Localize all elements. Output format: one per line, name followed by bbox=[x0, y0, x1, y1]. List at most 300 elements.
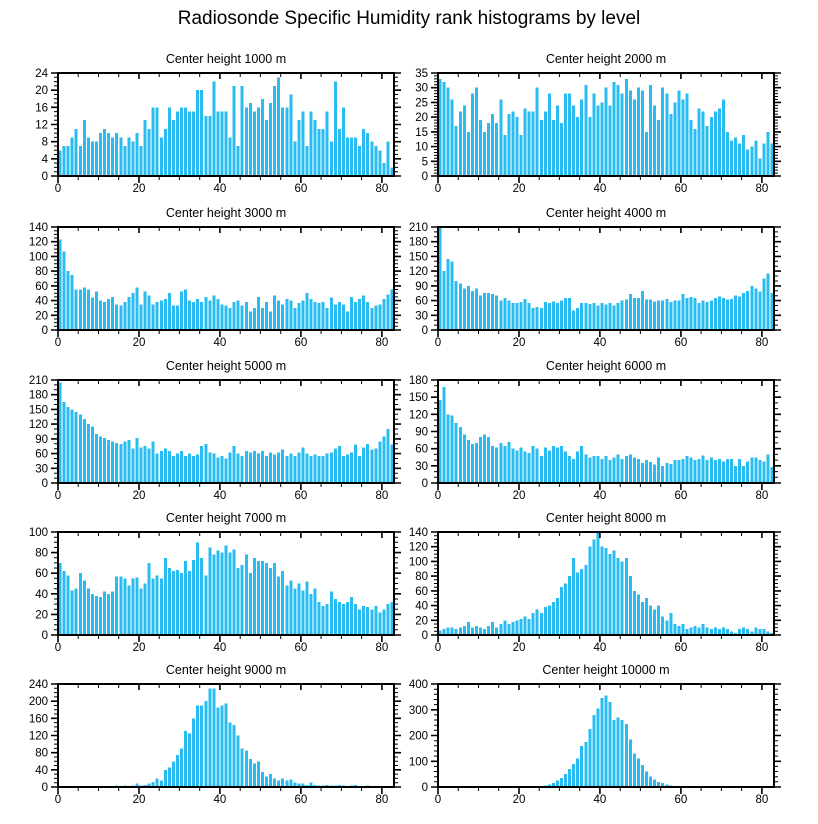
bar bbox=[613, 457, 616, 483]
x-tick-label: 20 bbox=[132, 794, 146, 806]
bar bbox=[629, 91, 632, 176]
x-tick-label: 80 bbox=[755, 794, 769, 806]
bar bbox=[111, 137, 114, 176]
y-tick-label: 120 bbox=[28, 730, 48, 743]
y-tick-label: 0 bbox=[41, 171, 48, 183]
y-tick-label: 60 bbox=[35, 568, 48, 581]
bar bbox=[698, 628, 701, 635]
bar bbox=[613, 550, 616, 635]
x-tick-label: 60 bbox=[294, 642, 308, 654]
bar bbox=[216, 112, 219, 176]
bar bbox=[621, 561, 624, 635]
bar bbox=[540, 613, 543, 635]
bar bbox=[471, 628, 474, 635]
bar bbox=[245, 302, 248, 330]
bar bbox=[289, 301, 292, 330]
bar bbox=[600, 102, 603, 176]
y-tick-label: 180 bbox=[28, 389, 48, 402]
bar bbox=[322, 606, 325, 635]
bar bbox=[249, 312, 252, 330]
bar bbox=[714, 628, 717, 635]
bar bbox=[265, 456, 268, 483]
bar bbox=[63, 146, 66, 176]
bar bbox=[447, 88, 450, 176]
bar bbox=[140, 304, 143, 330]
bar bbox=[515, 450, 518, 483]
bar bbox=[366, 302, 369, 330]
bar bbox=[649, 777, 652, 787]
bar bbox=[568, 576, 571, 635]
bar bbox=[617, 85, 620, 176]
bar bbox=[79, 414, 82, 483]
bar bbox=[83, 120, 86, 176]
histogram-center-height-8000-m bbox=[388, 508, 788, 655]
bar bbox=[762, 461, 765, 483]
bar bbox=[99, 301, 102, 330]
bar bbox=[734, 138, 737, 176]
bar bbox=[75, 290, 78, 330]
bar bbox=[536, 609, 539, 635]
bar bbox=[677, 626, 680, 635]
bar bbox=[738, 297, 741, 330]
bar bbox=[249, 573, 252, 635]
bar bbox=[334, 82, 337, 176]
bar bbox=[334, 449, 337, 483]
bar bbox=[669, 464, 672, 483]
y-tick-label: 0 bbox=[421, 782, 428, 794]
x-tick-label: 40 bbox=[213, 794, 227, 806]
bar bbox=[366, 444, 369, 483]
bar bbox=[677, 460, 680, 483]
bar bbox=[342, 456, 345, 483]
y-tick-label: 20 bbox=[35, 310, 48, 323]
subplot-title: Center height 7000 m bbox=[165, 511, 287, 525]
bar bbox=[532, 308, 535, 330]
bar bbox=[596, 532, 599, 635]
bar bbox=[233, 86, 236, 176]
bar bbox=[548, 450, 551, 483]
bar bbox=[475, 88, 478, 176]
bar bbox=[91, 298, 94, 330]
bar bbox=[471, 444, 474, 483]
histogram-center-height-5000-m bbox=[8, 356, 408, 503]
bar bbox=[633, 457, 636, 483]
bar bbox=[698, 459, 701, 483]
bar bbox=[702, 301, 705, 330]
bar bbox=[722, 99, 725, 176]
bar bbox=[507, 114, 510, 176]
y-tick-label: 210 bbox=[408, 222, 428, 234]
bar bbox=[609, 303, 612, 330]
bar bbox=[269, 453, 272, 483]
bar bbox=[694, 298, 697, 330]
bar bbox=[164, 558, 167, 635]
bar bbox=[637, 298, 640, 330]
x-tick-label: 40 bbox=[593, 642, 607, 654]
bar bbox=[503, 446, 506, 483]
bar bbox=[451, 99, 454, 176]
bar bbox=[475, 626, 478, 635]
bar bbox=[520, 448, 523, 483]
y-tick-label: 5 bbox=[421, 156, 428, 169]
x-tick-label: 80 bbox=[375, 490, 389, 502]
bar bbox=[91, 142, 94, 176]
bar bbox=[241, 565, 244, 635]
bar bbox=[588, 117, 591, 176]
bar bbox=[479, 120, 482, 176]
x-tick-label: 40 bbox=[213, 642, 227, 654]
bar bbox=[370, 142, 373, 176]
bar bbox=[536, 307, 539, 330]
bar bbox=[103, 302, 106, 330]
bar bbox=[714, 298, 717, 330]
bar bbox=[310, 299, 313, 330]
bar bbox=[281, 450, 284, 483]
bar bbox=[111, 297, 114, 330]
bar bbox=[746, 150, 749, 176]
bar bbox=[443, 82, 446, 176]
bar bbox=[273, 455, 276, 483]
y-tick-label: 12 bbox=[35, 119, 48, 132]
bar bbox=[269, 774, 272, 787]
bar bbox=[67, 271, 70, 330]
bar bbox=[645, 132, 648, 176]
bar bbox=[111, 592, 114, 635]
bar bbox=[495, 123, 498, 176]
y-tick-label: 140 bbox=[28, 222, 48, 234]
bar bbox=[690, 457, 693, 483]
bar bbox=[726, 459, 729, 483]
bar bbox=[200, 90, 203, 176]
bar bbox=[257, 297, 260, 330]
bar bbox=[592, 715, 595, 787]
bar bbox=[135, 287, 138, 330]
y-tick-label: 30 bbox=[415, 82, 428, 95]
bar bbox=[229, 453, 232, 483]
bar bbox=[314, 455, 317, 483]
bar bbox=[160, 301, 163, 330]
bar bbox=[156, 778, 159, 787]
bar bbox=[455, 281, 458, 330]
bar bbox=[609, 460, 612, 483]
bar bbox=[208, 301, 211, 330]
bar bbox=[293, 589, 296, 635]
bar bbox=[87, 589, 90, 635]
y-tick-label: 0 bbox=[41, 478, 48, 490]
y-tick-label: 120 bbox=[408, 409, 428, 422]
bar bbox=[200, 302, 203, 330]
bar bbox=[677, 301, 680, 330]
bar bbox=[192, 302, 195, 330]
bar bbox=[487, 293, 490, 330]
bar bbox=[354, 604, 357, 635]
x-tick-label: 20 bbox=[132, 183, 146, 195]
bar bbox=[568, 94, 571, 176]
bar bbox=[318, 303, 321, 330]
bar bbox=[342, 107, 345, 176]
bar bbox=[261, 451, 264, 483]
bar bbox=[649, 462, 652, 483]
bar bbox=[83, 287, 86, 330]
bar bbox=[144, 446, 147, 483]
bar bbox=[766, 274, 769, 330]
bar bbox=[560, 123, 563, 176]
bar bbox=[237, 568, 240, 635]
x-tick-label: 60 bbox=[294, 337, 308, 349]
bar bbox=[520, 302, 523, 330]
bar bbox=[576, 308, 579, 330]
bar bbox=[613, 305, 616, 330]
bar bbox=[690, 120, 693, 176]
x-tick-label: 20 bbox=[512, 490, 526, 502]
y-tick-label: 90 bbox=[415, 280, 428, 293]
bar bbox=[754, 628, 757, 635]
bar bbox=[673, 102, 676, 176]
bar bbox=[184, 456, 187, 483]
bar bbox=[269, 103, 272, 176]
bar bbox=[645, 300, 648, 330]
bar bbox=[702, 456, 705, 483]
bar bbox=[592, 456, 595, 483]
bar bbox=[366, 607, 369, 635]
bar bbox=[657, 457, 660, 483]
y-tick-label: 60 bbox=[415, 443, 428, 456]
x-tick-label: 60 bbox=[674, 337, 688, 349]
bar bbox=[592, 94, 595, 176]
bar bbox=[67, 575, 70, 635]
bar bbox=[621, 459, 624, 483]
bar bbox=[83, 419, 86, 483]
x-tick-label: 20 bbox=[512, 642, 526, 654]
bar bbox=[540, 120, 543, 176]
bar bbox=[261, 772, 264, 787]
bar bbox=[443, 387, 446, 483]
y-tick-label: 40 bbox=[35, 588, 48, 601]
bar bbox=[706, 628, 709, 635]
bar bbox=[528, 111, 531, 176]
bar bbox=[742, 466, 745, 483]
bar bbox=[588, 304, 591, 330]
x-tick-label: 0 bbox=[434, 337, 442, 349]
bar bbox=[330, 142, 333, 176]
bar bbox=[625, 558, 628, 635]
bar bbox=[694, 626, 697, 635]
x-tick-label: 80 bbox=[755, 642, 769, 654]
bar bbox=[318, 602, 321, 635]
bar bbox=[281, 571, 284, 635]
bar bbox=[499, 624, 502, 635]
bar bbox=[301, 301, 304, 330]
bar bbox=[750, 286, 753, 330]
bar bbox=[580, 746, 583, 787]
bar bbox=[605, 305, 608, 331]
y-tick-label: 120 bbox=[408, 266, 428, 279]
bar bbox=[754, 141, 757, 176]
x-tick-label: 40 bbox=[593, 490, 607, 502]
bar bbox=[67, 146, 70, 176]
bar bbox=[532, 111, 535, 176]
subplot-title: Center height 4000 m bbox=[545, 206, 667, 220]
bar bbox=[491, 622, 494, 635]
bar bbox=[330, 592, 333, 635]
x-tick-label: 40 bbox=[593, 794, 607, 806]
y-tick-label: 150 bbox=[28, 404, 48, 417]
y-tick-label: 20 bbox=[415, 112, 428, 125]
x-tick-label: 0 bbox=[54, 794, 62, 806]
x-tick-label: 40 bbox=[213, 183, 227, 195]
bar bbox=[560, 446, 563, 483]
bar bbox=[123, 146, 126, 176]
bar bbox=[75, 589, 78, 635]
bar bbox=[698, 108, 701, 176]
bar bbox=[754, 457, 757, 483]
bar bbox=[588, 547, 591, 635]
bar bbox=[184, 731, 187, 787]
bar bbox=[107, 440, 110, 483]
bar bbox=[301, 591, 304, 635]
bar bbox=[758, 158, 761, 176]
x-tick-label: 20 bbox=[132, 642, 146, 654]
bar bbox=[645, 598, 648, 635]
bar bbox=[225, 306, 228, 330]
bar bbox=[172, 761, 175, 787]
bar bbox=[520, 135, 523, 176]
bar bbox=[661, 617, 664, 635]
bar bbox=[576, 759, 579, 787]
bar bbox=[261, 308, 264, 330]
bar bbox=[617, 454, 620, 483]
bar bbox=[702, 111, 705, 176]
y-tick-label: 200 bbox=[408, 730, 428, 743]
bar bbox=[629, 454, 632, 483]
y-tick-label: 0 bbox=[41, 782, 48, 794]
bar bbox=[322, 302, 325, 330]
bar bbox=[754, 288, 757, 330]
y-tick-label: 20 bbox=[35, 609, 48, 622]
y-tick-label: 15 bbox=[415, 126, 428, 139]
bar bbox=[661, 301, 664, 330]
bar bbox=[285, 586, 288, 635]
bar bbox=[625, 79, 628, 176]
bar bbox=[714, 111, 717, 176]
bar bbox=[237, 454, 240, 483]
bar bbox=[443, 271, 446, 330]
bar bbox=[564, 774, 567, 787]
bar bbox=[455, 126, 458, 176]
y-tick-label: 120 bbox=[28, 419, 48, 432]
bar bbox=[310, 456, 313, 483]
bar bbox=[762, 279, 765, 331]
bar bbox=[479, 628, 482, 635]
bar bbox=[188, 454, 191, 483]
subplot-title: Center height 5000 m bbox=[165, 359, 287, 373]
bar bbox=[103, 438, 106, 483]
y-tick-label: 80 bbox=[35, 547, 48, 560]
bar bbox=[694, 460, 697, 483]
bar bbox=[346, 312, 349, 330]
bar bbox=[75, 129, 78, 176]
bar bbox=[99, 597, 102, 635]
bar bbox=[617, 717, 620, 787]
bar bbox=[285, 299, 288, 330]
bar bbox=[580, 446, 583, 483]
bar bbox=[568, 298, 571, 330]
histogram-center-height-7000-m bbox=[8, 508, 408, 655]
bar bbox=[144, 584, 147, 636]
bar bbox=[346, 137, 349, 176]
bar bbox=[625, 300, 628, 330]
x-tick-label: 0 bbox=[434, 490, 442, 502]
bar bbox=[160, 451, 163, 483]
bar bbox=[463, 626, 466, 635]
bar bbox=[342, 304, 345, 330]
x-tick-label: 60 bbox=[674, 183, 688, 195]
x-tick-label: 40 bbox=[593, 183, 607, 195]
bar bbox=[455, 423, 458, 483]
x-tick-label: 0 bbox=[54, 183, 62, 195]
bar bbox=[322, 129, 325, 176]
bar bbox=[374, 146, 377, 176]
bar bbox=[681, 99, 684, 176]
bar bbox=[528, 453, 531, 483]
y-tick-label: 30 bbox=[415, 460, 428, 473]
bar bbox=[107, 594, 110, 635]
bar bbox=[180, 107, 183, 176]
bar bbox=[216, 458, 219, 484]
bar bbox=[241, 456, 244, 483]
bar bbox=[362, 295, 365, 330]
bar bbox=[447, 414, 450, 483]
bar bbox=[338, 602, 341, 635]
bar bbox=[685, 298, 688, 330]
bar bbox=[584, 454, 587, 483]
bar bbox=[653, 302, 656, 330]
bar bbox=[188, 571, 191, 635]
bar bbox=[459, 427, 462, 483]
bar bbox=[192, 560, 195, 635]
bar bbox=[572, 558, 575, 635]
bar bbox=[479, 437, 482, 483]
bar bbox=[326, 112, 329, 176]
y-tick-label: 150 bbox=[408, 251, 428, 264]
bar bbox=[378, 304, 381, 330]
bar bbox=[257, 107, 260, 176]
bar bbox=[528, 303, 531, 330]
y-tick-label: 80 bbox=[415, 571, 428, 584]
bar bbox=[103, 129, 106, 176]
bar bbox=[572, 105, 575, 176]
x-tick-label: 80 bbox=[375, 183, 389, 195]
bar bbox=[63, 571, 66, 635]
bar bbox=[467, 440, 470, 483]
bar bbox=[556, 105, 559, 176]
bar bbox=[507, 442, 510, 483]
bar bbox=[706, 126, 709, 176]
x-tick-label: 40 bbox=[593, 337, 607, 349]
bar bbox=[564, 94, 567, 176]
x-tick-label: 80 bbox=[755, 183, 769, 195]
bar bbox=[176, 306, 179, 330]
bar bbox=[176, 454, 179, 483]
bar bbox=[588, 457, 591, 483]
bar bbox=[374, 306, 377, 330]
bar bbox=[637, 759, 640, 787]
bar bbox=[463, 434, 466, 483]
bar bbox=[297, 584, 300, 636]
y-tick-label: 24 bbox=[35, 68, 48, 80]
bar bbox=[257, 561, 260, 635]
bar bbox=[584, 303, 587, 330]
